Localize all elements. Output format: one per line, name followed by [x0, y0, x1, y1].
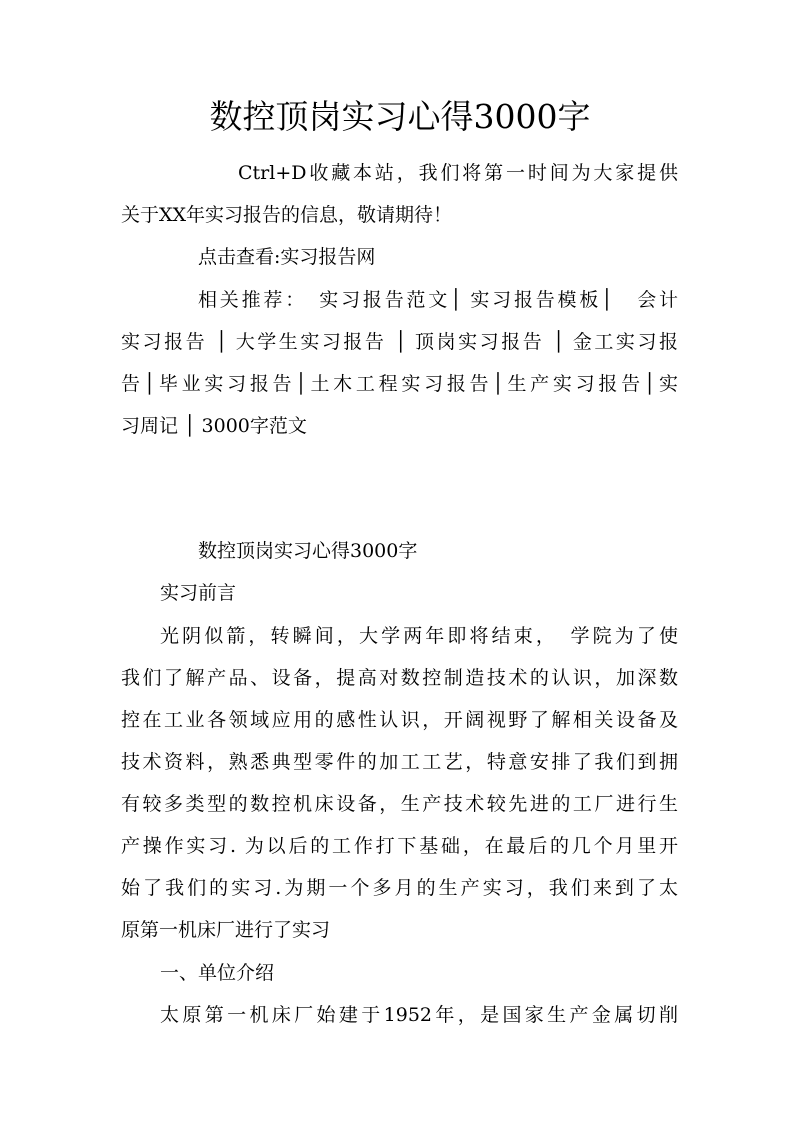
intro-line-1: Ctrl+D收藏本站，我们将第一时间为大家提供: [238, 162, 678, 184]
intro-line-2: 关于XX年实习报告的信息，敬请期待！: [121, 204, 453, 226]
section-heading-unit-intro: 一、单位介绍: [160, 962, 275, 984]
paragraph-line: 原第一机床厂进行了实习: [121, 919, 331, 941]
paragraph-line: 始了我们的实习.为期一个多月的生产实习，我们来到了太: [121, 877, 678, 899]
paragraph-line: 产操作实习. 为以后的工作打下基础，在最后的几个月里开: [121, 835, 678, 857]
related-line-2[interactable]: 实习报告 │ 大学生实习报告 │ 顶岗实习报告 │ 金工实习报: [121, 331, 678, 353]
related-line-4[interactable]: 习周记 │ 3000字范文: [121, 415, 307, 437]
related-line-1[interactable]: 相关推荐： 实习报告范文│ 实习报告模板│ 会计: [198, 289, 678, 311]
paragraph-line: 控在工业各领域应用的感性认识，开阔视野了解相关设备及: [121, 709, 678, 731]
preface-heading: 实习前言: [160, 582, 237, 604]
section-subtitle: 数控顶岗实习心得3000字: [198, 540, 418, 562]
paragraph-line: 技术资料，熟悉典型零件的加工工艺，特意安排了我们到拥: [121, 751, 678, 773]
related-line-3[interactable]: 告│毕业实习报告│土木工程实习报告│生产实习报告│实: [121, 373, 678, 395]
paragraph-line: 光阴似箭，转瞬间，大学两年即将结束， 学院为了使: [160, 625, 678, 647]
document-title: 数控顶岗实习心得3000字: [209, 97, 591, 136]
paragraph-line: 有较多类型的数控机床设备，生产技术较先进的工厂进行生: [121, 793, 678, 815]
report-site-link[interactable]: 点击查看:实习报告网: [198, 246, 376, 268]
paragraph-line: 太原第一机床厂始建于1952年，是国家生产金属切削: [160, 1004, 678, 1026]
paragraph-line: 我们了解产品、设备，提高对数控制造技术的认识，加深数: [121, 667, 678, 689]
